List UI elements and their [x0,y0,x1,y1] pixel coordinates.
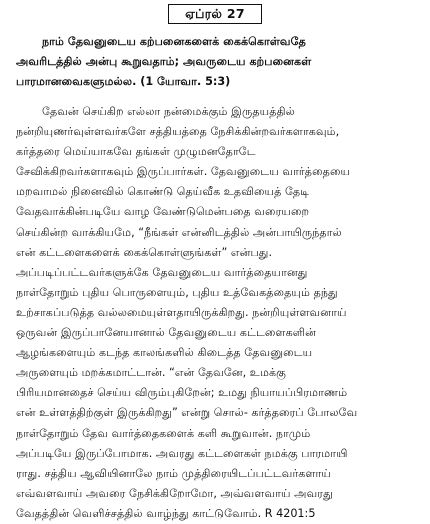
verse-line: அவரிடத்தில் அன்பு கூறுவதாம்; அவருடைய கற்பனைகள் [16,55,312,68]
body-line: ராது. சத்திய ஆவியினாலே நாம் முத்திரையிடப்பட்டவர்களாய் [16,466,331,480]
verse-line: பாரமானவைகளுமல்ல. (1 யோவா. 5:3) [16,75,231,88]
date-header-text: ஏப்ரல் 27 [185,5,245,21]
body-line: என் உள்ளத்திற்குள் இருக்கிறது” என்று சொல்- கர்த்தரைப் போலவே [16,406,358,420]
body-line: சேவிக்கிறவர்களாகவும் இருப்பார்கள். தேவனுடைய வார்த்தையை [16,165,351,179]
body-line: நாள்தோறும் புதிய பொருளையும், புதிய உத்வேகத்தையும் தந்து [16,285,338,299]
date-header [168,4,262,24]
body-line: நாள்தோறும் தேவ வார்த்தைகளைக் களி கூறுவான். நாமும் [16,426,311,440]
body-line: பிரியமானதைச் செய்ய விரும்புகிறேன்; உமது நியாயப்பிரமாணம் [16,386,348,400]
verse-line: நாம் தேவனுடைய கற்பனைகளைக் கைக்கொள்வதே [42,35,306,48]
scripture-verse [16,32,418,92]
body-line: உற்சாகப்படுத்த வல்லமையுள்ளதாயிருக்கிறது. நன்றியுள்ளவனாய் [16,305,347,319]
body-line: ஆழங்களையும் கடந்த காலங்களில் கிடைத்த தேவனுடைய [16,346,313,360]
body-line: எவ்வளவாய் அவரை நேசிக்கிறோமோ, அவ்வளவாய் அவரது [16,486,333,500]
devotional-body [16,102,422,524]
body-line: வேதத்தின் வெளிச்சத்தில் வாழ்ந்து காட்டுவோம். R 4201:5 [16,506,316,520]
body-line: அப்படியே இருப்போமாக. அவரது கட்டளைகள் நமக்கு பாரமாயி [16,446,348,460]
body-line: அப்படிப்பட்டவர்களுக்கே தேவனுடைய வார்த்தையானது [16,265,308,279]
body-line: மறவாமல் நினைவில் கொண்டு தெய்வீக உதவியைத் தேடி [16,185,310,199]
body-line: செய்கின்ற வாக்கியமே, “நீங்கள் என்னிடத்தில் அன்பாயிருந்தால் [16,225,342,239]
body-line: வேதவாக்கின்படியே வாழ வேண்டுமென்பதை வரையறை [16,205,310,219]
body-line: ஒருவன் இருப்பானேயானால் தேவனுடைய கட்டளைகளின் [16,326,316,340]
body-line: நன்றியுணர்வுள்ளவர்களே சத்தியத்தை நேசிக்கின்றவர்களாகவும், [16,125,340,139]
body-line: என் கட்டளைகளைக் கைக்கொள்ளுங்கள்” என்பது. [16,245,273,259]
body-line: அருளையும் மறக்கமாட்டான். “என் தேவனே, உமக்கு [16,366,286,380]
body-line: தேவன் செய்கிற எல்லா நன்மைக்கும் இருதயத்தில் [42,105,295,118]
body-line: கர்த்தரை மெய்யாகவே தங்கள் முழுமனதோடே [16,145,256,159]
